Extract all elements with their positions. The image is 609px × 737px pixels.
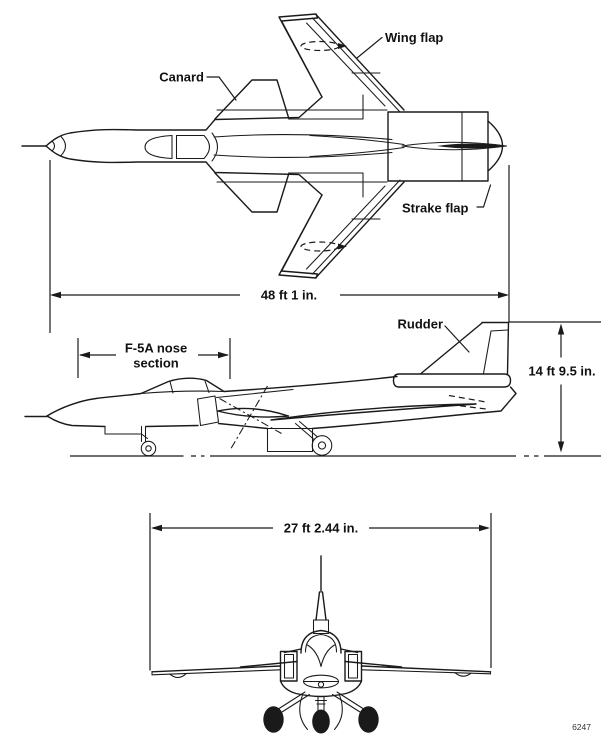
- side-view: [25, 317, 601, 457]
- top-view-airframe: [22, 14, 507, 278]
- side-view-airframe: [25, 323, 601, 457]
- strake-flap-deflection-lines: [449, 396, 486, 410]
- front-view-airframe: [152, 556, 491, 734]
- wing-flap-motion-symbol: [301, 42, 339, 51]
- height-dimension-text: 14 ft 9.5 in.: [528, 363, 596, 379]
- arrowhead-length-right: [498, 292, 509, 298]
- nose-section-dimension: [78, 338, 230, 379]
- canard-label: Canard: [159, 69, 204, 85]
- figure-number: 6247: [572, 722, 591, 732]
- length-dimension-text: 48 ft 1 in.: [260, 287, 318, 303]
- arrowhead-span-right: [479, 525, 490, 531]
- nose-section-label-line1: F-5A nose: [124, 340, 188, 356]
- arrowhead-nose-right: [218, 352, 229, 358]
- nose-section-label-line2: section: [133, 355, 179, 371]
- wing-flap-leader-line: [357, 38, 382, 59]
- top-view: [22, 14, 509, 333]
- arrowhead-height-top: [558, 324, 564, 335]
- strake-flap-leader-line: [477, 185, 491, 207]
- rudder-label: Rudder: [397, 316, 443, 332]
- height-dimension: [509, 322, 602, 453]
- canard-leader-line: [207, 77, 236, 100]
- wing-flap-motion-symbol-lower: [301, 242, 339, 251]
- main-wheel-left: [263, 706, 283, 732]
- wing-flap-label: Wing flap: [385, 30, 444, 45]
- strake-flap-label: Strake flap: [402, 200, 469, 216]
- arrowhead-length-left: [50, 292, 61, 298]
- rudder-leader-line: [445, 326, 469, 352]
- arrowhead-height-bottom: [558, 442, 564, 453]
- span-dimension-text: 27 ft 2.44 in.: [283, 520, 359, 536]
- length-dimension: [50, 160, 509, 333]
- arrowhead-nose-left: [79, 352, 90, 358]
- arrowhead-span-left: [151, 525, 162, 531]
- front-view: [150, 513, 491, 734]
- main-wheel-right: [358, 706, 378, 732]
- nose-wheel: [312, 710, 330, 734]
